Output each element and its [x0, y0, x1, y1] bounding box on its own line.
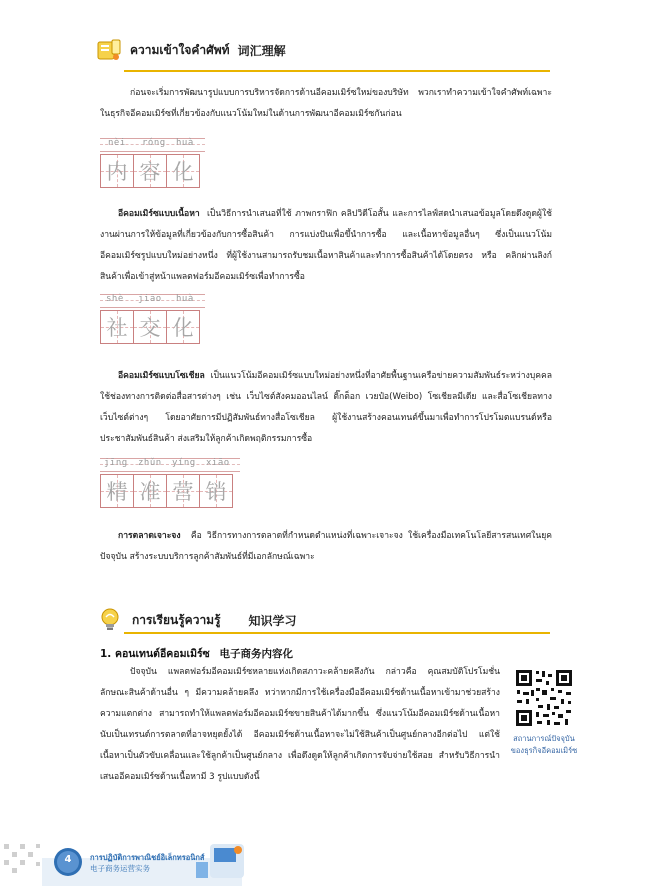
hanzi-cell: 精 [100, 474, 134, 508]
section-header-vocab [96, 38, 286, 62]
vocab-desc: คือ วิธีการทางการตลาดที่กำหนดตำแหน่งที่เฉพาะเจาะจง ใช้เครื่องมือเทคโนโลยีสารสนเทศในยุคปัจจุบัน สร้างระบบบริการลูกค้าสัมพันธ์ที่มีเอกลักษณ์เฉพาะ [100, 531, 553, 562]
section-underline [124, 70, 550, 72]
section-underline [124, 632, 550, 634]
vocab-term: อีคอมเมิร์ซแบบโซเชียล [118, 371, 205, 381]
book-icon [96, 38, 124, 62]
subsection-title: คอนเทนต์อีคอมเมิร์ซ [114, 648, 210, 660]
intro-paragraph: ก่อนจะเริ่มการพัฒนารูปแบบการบริหารจัดการด้านอีคอมเมิร์ซใหม่ของบริษัท พวกเราทำความเข้าใจคำศัพท์เฉพาะในธุรกิจอีคอมเมิร์ซที่เกี่ยวข้องกับแนวโน้มใหม่ในด้านการพัฒนาอีคอมเมิร์ซกันก่อน [100, 88, 552, 119]
subsection-heading [100, 645, 293, 662]
hanzi-cell: 准 [133, 474, 167, 508]
pinyin-syllable: zhǔn [138, 458, 162, 468]
vocab-desc: เป็นแนวโน้มอีคอมเมิร์ซแบบใหม่อย่างหนึ่งที่อาศัยพื้นฐานเครือข่ายความสัมพันธ์ระหว่างบุคคล ใช้ช่องทางการติดต่อสื่อสารต่างๆ เช่น เว็บไซต์สังคมออนไลน์ ติ๊กต็อก เวยป๋อ(Weibo) โซเชียลมีเดีย และสื่อโซเชียลทางเว็บไซต์ต่างๆ โดยอาศัยการมีปฏิสัมพันธ์ทางสื่อโซเชียล ผู้ใช้งานสร้างคอนเทนต์ขึ้นมาเพื่อทำการโปรโมตแบรนด์หรือประชาสัมพันธ์สินค้า ส่งเสริมให้ลูกค้าเกิดพฤติกรรมการซื้อ [100, 371, 552, 444]
section-title: การเรียนรู้ความรู้ [132, 612, 221, 627]
hanzi-grid-1 [100, 154, 199, 188]
hanzi-cell: 内 [100, 154, 134, 188]
hanzi-cell: 容 [133, 154, 167, 188]
qr-code-icon[interactable] [514, 668, 574, 728]
book-title-cn: 电子商务运营实务 [90, 864, 150, 873]
subsection-number: 1. [100, 648, 112, 660]
vocab-term: อีคอมเมิร์ซแบบเนื้อหา [118, 209, 200, 219]
pinyin-syllable: shè [106, 294, 124, 304]
section-title-cn: 知识学习 [248, 613, 297, 628]
pinyin-syllable: yíng [172, 458, 196, 468]
book-title-th: การปฏิบัติการพาณิชย์อิเล็กทรอนิกส์ [90, 853, 205, 862]
hanzi-cell: 营 [166, 474, 200, 508]
hanzi-cell: 交 [133, 310, 167, 344]
pinyin-syllable: huà [176, 294, 194, 304]
qr-caption: สถานการณ์ปัจจุบัน ของธุรกิจอีคอมเมิร์ซ [510, 734, 578, 755]
vocab-term: การตลาดเจาะจง [118, 531, 181, 541]
hanzi-grid-2 [100, 310, 199, 344]
vocab-definition-2 [100, 366, 552, 450]
subsection-title-cn: 电子商务内容化 [219, 648, 293, 660]
pinyin-syllable: jiāo [138, 294, 162, 304]
hanzi-cell: 社 [100, 310, 134, 344]
hanzi-cell: 化 [166, 154, 200, 188]
page-number: 4 [64, 854, 72, 865]
subsection-body: ปัจจุบัน แพลตฟอร์มอีคอมเมิร์ซหลายแห่งเกิดสภาวะคล้ายคลึงกัน กล่าวคือ คุณสมบัติโปรโมชั่น ลักษณะสินค้าด้านอื่น ๆ มีความคล้ายคลึง ทว่าหากมีการใช้เครื่องมืออีคอมเมิร์ซด้านเนื้อหาเข้ามาช่วยสร้างความแตกต่าง สามารถทำให้แพลตฟอร์มอีคอมเมิร์ซขายสินค้าได้มากขึ้น ซึ่งแนวโน้มอีคอมเมิร์ซด้านเนื้อหา นับเป็นเทรนด์การตลาดที่อาจหยุดยั้งได้ อีคอมเมิร์ซด้านเนื้อหาจะไม่ใช้สินค้าเป็นศูนย์กลางอีกต่อไป แต่ใช้เนื้อหาเป็นตัวขับเคลื่อนและใช้ลูกค้าเป็นศูนย์กลาง เพื่อดึงดูดให้ลูกค้าเกิดการจับจ่ายใช้สอย สำหรับวิธีการนำเสนออีคอมเมิร์ซด้านเนื้อหามี 3 รูปแบบดังนี้ [100, 667, 500, 782]
pinyin-syllable: róng [142, 138, 166, 148]
vocab-desc: เป็นวิธีการนำเสนอที่ใช้ ภาพกราฟิก คลิปวิดีโอสั้น และการไลฟ์สดนำเสนอข้อมูลโดยดึงดูดผู้ใช้งานผ่านการให้ข้อมูลที่เกี่ยวข้องกับการซื้อสินค้า การแบ่งปันเพื่อขึ้นำการซื้อ และเนื้อหาข้อมูลอื่นๆ ซึ่งเป็นแนวโน้มอีคอมเมิร์ซรูปแบบใหม่อย่างหนึ่ง ที่ผู้ใช้งานสามารถรับชมเนื้อหาสินค้าและทำการซื้อสินค้าได้โดยตรง หรือ คลิกผ่านลิงก์สินค้าเพื่อเข้าสู่หน้าแพลตฟอร์มอีคอมเมิร์ซเพื่อทำการซื้อ [100, 209, 552, 282]
hanzi-grid-3 [100, 474, 232, 508]
pinyin-syllable: jīng [104, 458, 128, 468]
pinyin-row-1 [100, 138, 205, 152]
pinyin-syllable: huà [176, 138, 194, 148]
section-header-knowledge [98, 607, 297, 633]
hanzi-cell: 销 [199, 474, 233, 508]
section-title-cn: 词汇理解 [237, 43, 286, 58]
pinyin-row-2 [100, 294, 205, 308]
hanzi-cell: 化 [166, 310, 200, 344]
section-title: ความเข้าใจคำศัพท์ [130, 42, 230, 57]
pinyin-syllable: nèi [108, 138, 126, 148]
lightbulb-icon [98, 607, 124, 633]
page-footer [0, 838, 654, 890]
vocab-definition-3 [100, 526, 552, 568]
pinyin-row-3 [100, 458, 240, 472]
vocab-definition-1 [100, 204, 552, 288]
pinyin-syllable: xiāo [206, 458, 230, 468]
